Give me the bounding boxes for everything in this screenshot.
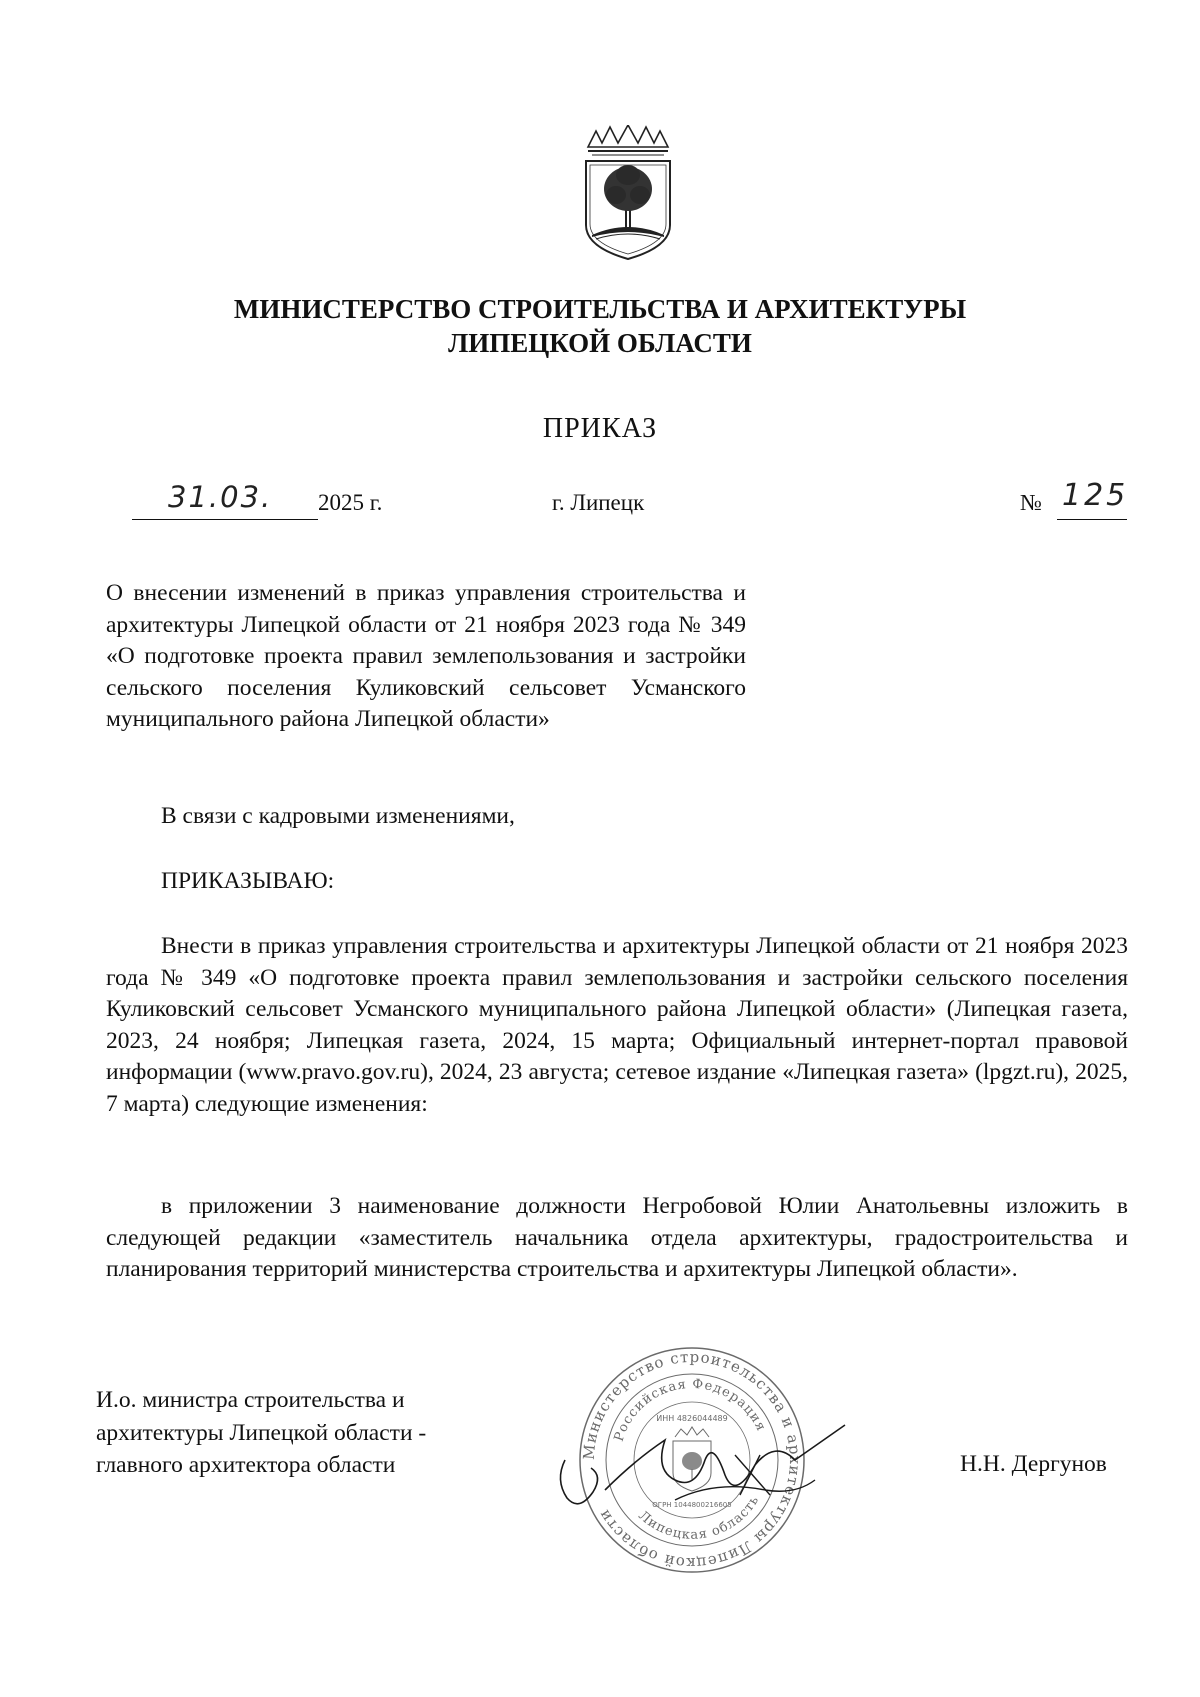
signatory-name: Н.Н. Дергунов: [960, 1451, 1107, 1477]
order-word: ПРИКАЗЫВАЮ:: [161, 868, 335, 894]
date-handwritten: 31.03.: [168, 480, 273, 514]
stamp-ogrn: ОГРН 1044800216605: [652, 1501, 732, 1509]
signatory-title-line: архитектуры Липецкой области -: [96, 1419, 427, 1446]
number-sign: №: [1020, 490, 1042, 515]
order-reason: В связи с кадровыми изменениями,: [161, 803, 515, 829]
signatory-title: [96, 1384, 516, 1482]
city: г. Липецк: [552, 490, 645, 515]
body-paragraph-1: Внести в приказ управления строительства и архитектуры Липецкой области от 21 ноября 2023 года № 349 «О подготовке проекта правил землепользования и застройки сельского поселения Куликовский сельсовет Усманского муниципального района Липецкой области» (Липецкая газета, 2023, 24 ноября; Липецкая газета, 2024, 15 марта; Официальный интернет-портал правовой информации (www.pravo.gov.ru), 2024, 23 августа; сетевое издание «Липецкая газета» (lpgzt.ru), 2025, 7 марта) следующие изменения:: [106, 933, 1128, 1117]
stamp-bottom-text: Липецкая область: [635, 1492, 763, 1543]
stamp-inner-text: Российская Федерация: [611, 1376, 769, 1444]
number-handwritten: 125: [1062, 478, 1129, 513]
body-paragraph-2: в приложении 3 наименование должности Негробовой Юлии Анатольевны изложить в следующей редакции «заместитель начальника отдела архитектуры, градостроительства и планирования территорий министерства строительства и архитектуры Липецкой области».: [106, 1193, 1128, 1283]
handwritten-signature: [545, 1420, 865, 1515]
stamp-outer-text: Министерство строительства и архитектуры Липецкой области: [579, 1347, 805, 1573]
date-year: 2025 г.: [318, 490, 383, 515]
signatory-title-line: И.о. министра строительства и: [96, 1387, 405, 1413]
ministry-title-line1: МИНИСТЕРСТВО СТРОИТЕЛЬСТВА И АРХИТЕКТУРЫ: [233, 294, 967, 324]
coat-of-arms-icon: [582, 125, 674, 263]
order-subject: О внесении изменений в приказ управления строительства и архитектуры Липецкой области от 21 ноября 2023 года № 349 «О подготовке проекта правил землепользования и застройки сельского поселения Куликовский сельсовет Усманского муниципального района Липецкой области»: [106, 580, 746, 733]
signatory-title-line: главного архитектора области: [96, 1452, 396, 1478]
stamp-inn: ИНН 4826044489: [656, 1414, 728, 1423]
ministry-title-line2: ЛИПЕЦКОЙ ОБЛАСТИ: [448, 328, 752, 358]
document-type: ПРИКАЗ: [542, 413, 658, 444]
